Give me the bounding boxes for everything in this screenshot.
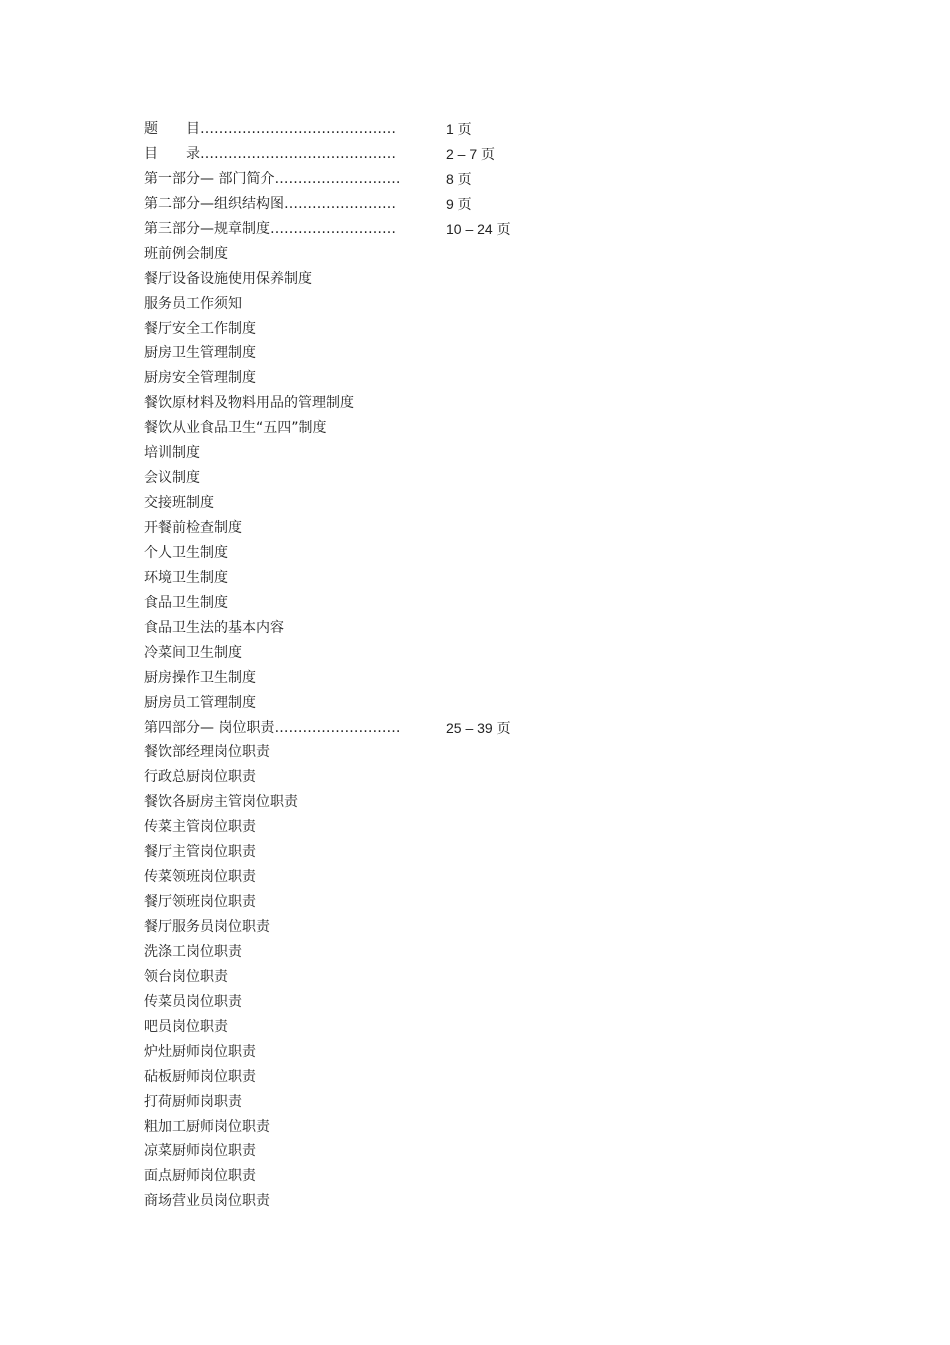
toc-entry-label: 餐厅主管岗位职责 [144, 844, 256, 861]
toc-entry [144, 865, 704, 890]
toc-entry-label: 餐饮各厨房主管岗位职责 [144, 794, 298, 811]
toc-entry-label: 环境卫生制度 [144, 569, 228, 586]
toc-entry-label: 厨房员工管理制度 [144, 694, 256, 711]
toc-entry-label: 粗加工厨师岗位职责 [144, 1118, 270, 1135]
toc-entry [144, 740, 704, 765]
toc-entry-label: 餐厅设备设施使用保养制度 [144, 270, 312, 287]
toc-entry-label: 第四部分— 岗位职责……………………… [144, 719, 401, 736]
toc-entry-label: 开餐前检查制度 [144, 520, 242, 536]
toc-entry [144, 541, 704, 566]
toc-entry [144, 516, 704, 541]
toc-entry [144, 167, 704, 192]
toc-entry-label: 炉灶厨师岗位职责 [144, 1043, 256, 1060]
toc-entry [144, 1189, 704, 1214]
toc-entry [144, 491, 704, 516]
toc-entry-label: 餐厅领班岗位职责 [144, 894, 256, 911]
toc-entry-label: 吧员岗位职责 [144, 1018, 228, 1035]
toc-entry-label: 领台岗位职责 [144, 968, 228, 985]
toc-entry-label: 面点厨师岗位职责 [144, 1168, 256, 1185]
table-of-contents [144, 117, 704, 1214]
toc-entry [144, 616, 704, 641]
toc-entry-page: 8 页 [446, 170, 472, 187]
toc-entry [144, 192, 704, 217]
toc-entry-label: 厨房操作卫生制度 [144, 669, 256, 686]
toc-entry-label: 个人卫生制度 [144, 544, 228, 561]
toc-entry-label: 传菜领班岗位职责 [144, 869, 256, 886]
toc-entry [144, 292, 704, 317]
toc-entry-label: 厨房卫生管理制度 [144, 345, 256, 362]
toc-entry-label: 餐饮从业食品卫生“五四”制度 [144, 420, 327, 437]
toc-entry-label: 第二部分—组织结构图…………………… [144, 195, 396, 212]
toc-entry-label: 冷菜间卫生制度 [144, 644, 242, 661]
toc-entry [144, 940, 704, 965]
toc-entry-label: 行政总厨岗位职责 [144, 769, 256, 786]
toc-entry [144, 691, 704, 716]
toc-entry [144, 1090, 704, 1115]
toc-entry [144, 965, 704, 990]
toc-entry-label: 餐厅服务员岗位职责 [144, 919, 270, 935]
toc-entry-label: 食品卫生法的基本内容 [144, 619, 284, 636]
toc-entry [144, 267, 704, 292]
toc-entry [144, 716, 704, 741]
toc-entry-label: 交接班制度 [144, 495, 214, 512]
toc-entry [144, 765, 704, 790]
toc-entry-label: 培训制度 [144, 445, 200, 462]
toc-entry [144, 217, 704, 242]
toc-entry [144, 117, 704, 142]
toc-entry [144, 1115, 704, 1140]
toc-entry-label: 商场营业员岗位职责 [144, 1193, 270, 1210]
toc-entry-page: 2 – 7 页 [446, 145, 496, 162]
toc-entry [144, 341, 704, 366]
toc-entry-label: 传菜主管岗位职责 [144, 819, 256, 836]
toc-entry [144, 242, 704, 267]
toc-entry [144, 391, 704, 416]
toc-entry-label: 餐厅安全工作制度 [144, 320, 256, 337]
toc-entry [144, 1040, 704, 1065]
toc-entry [144, 1139, 704, 1164]
toc-entry-page: 10 – 24 页 [446, 220, 511, 237]
toc-entry-label: 餐饮原材料及物料用品的管理制度 [144, 395, 354, 412]
toc-entry-label: 目 录…………………………………… [144, 145, 396, 162]
toc-entry-label: 第三部分—规章制度……………………… [144, 220, 396, 237]
toc-entry [144, 890, 704, 915]
toc-entry [144, 666, 704, 691]
toc-entry-label: 厨房安全管理制度 [144, 370, 256, 387]
toc-entry-label: 班前例会制度 [144, 245, 228, 262]
toc-entry [144, 915, 704, 940]
toc-entry-page: 1 页 [446, 121, 472, 137]
toc-entry [144, 1065, 704, 1090]
toc-entry [144, 641, 704, 666]
toc-entry [144, 466, 704, 491]
toc-entry-label: 凉菜厨师岗位职责 [144, 1143, 256, 1160]
toc-entry-page: 9 页 [446, 195, 472, 212]
toc-entry-label: 题 目…………………………………… [144, 121, 396, 137]
toc-entry-label: 洗涤工岗位职责 [144, 943, 242, 960]
toc-entry [144, 416, 704, 441]
toc-entry [144, 366, 704, 391]
toc-entry-page: 25 – 39 页 [446, 719, 511, 736]
toc-entry [144, 1164, 704, 1189]
toc-entry [144, 790, 704, 815]
toc-entry [144, 990, 704, 1015]
toc-entry [144, 566, 704, 591]
toc-entry-label: 传菜员岗位职责 [144, 993, 242, 1010]
toc-entry [144, 142, 704, 167]
toc-entry [144, 815, 704, 840]
toc-entry-label: 打荷厨师岗职责 [144, 1093, 242, 1110]
toc-entry [144, 591, 704, 616]
toc-entry [144, 840, 704, 865]
toc-entry-label: 砧板厨师岗位职责 [144, 1068, 256, 1085]
toc-entry-label: 餐饮部经理岗位职责 [144, 744, 270, 761]
toc-entry [144, 1015, 704, 1040]
toc-entry-label: 服务员工作须知 [144, 295, 242, 312]
toc-entry-label: 会议制度 [144, 470, 200, 487]
toc-entry-label: 第一部分— 部门简介……………………… [144, 170, 401, 187]
toc-entry [144, 317, 704, 342]
toc-entry [144, 441, 704, 466]
toc-entry-label: 食品卫生制度 [144, 594, 228, 611]
